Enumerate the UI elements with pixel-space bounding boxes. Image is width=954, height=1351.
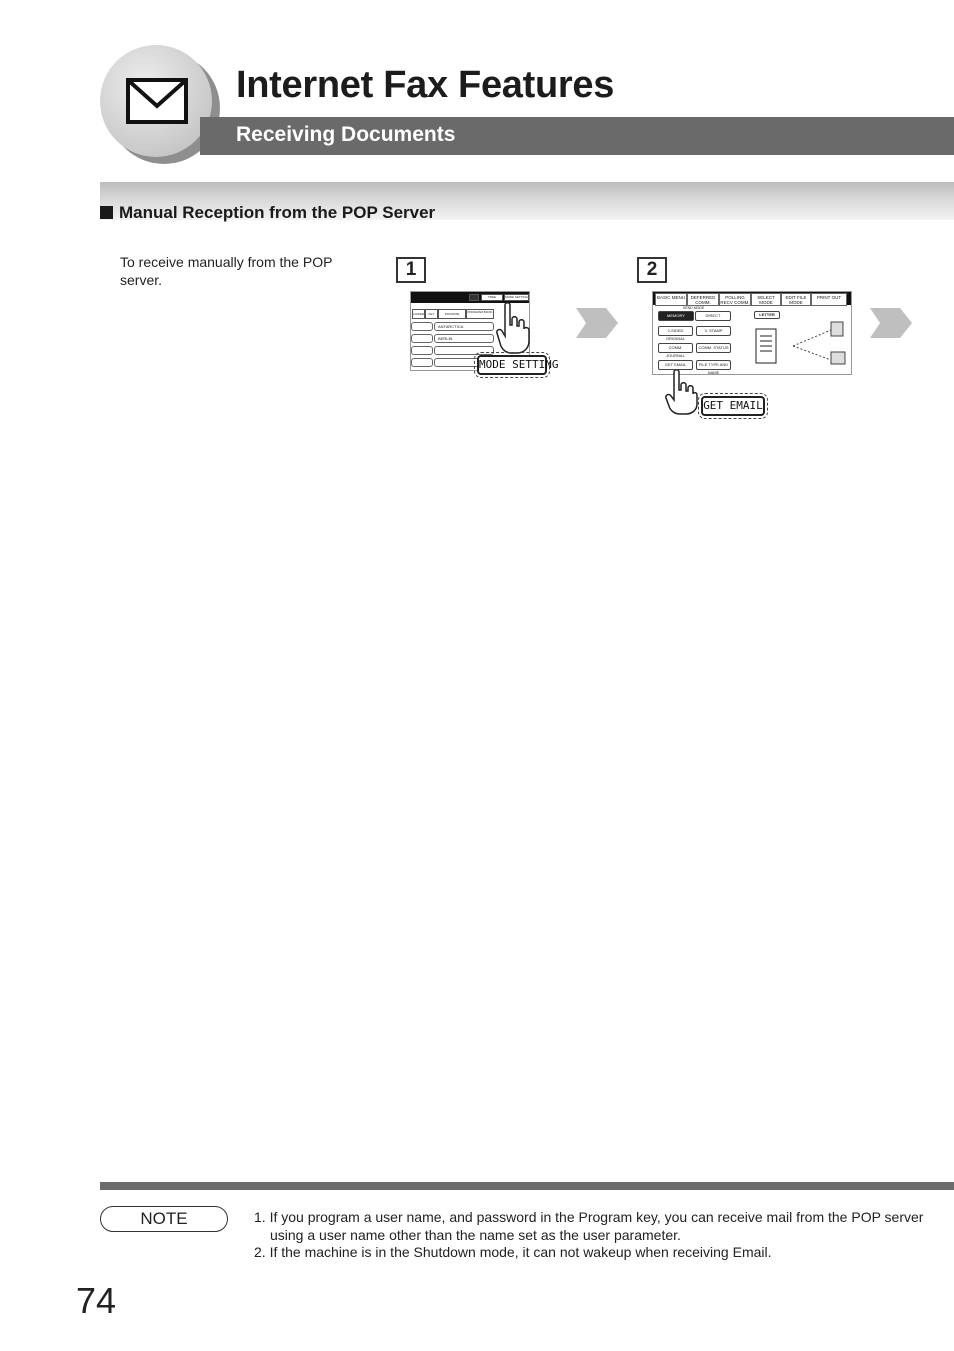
paper-size-label: LETTER bbox=[754, 311, 780, 319]
step-number-1: 1 bbox=[396, 257, 426, 283]
screen-tab: EDIT FILE MODE bbox=[781, 293, 811, 306]
screen-row-key bbox=[411, 346, 433, 355]
section-heading bbox=[100, 203, 435, 223]
screen-row-key bbox=[411, 334, 433, 343]
note-list bbox=[254, 1209, 924, 1262]
page-title: Internet Fax Features bbox=[236, 64, 615, 106]
network-devices-icon bbox=[791, 320, 849, 370]
screen-mode-button: MEMORY bbox=[658, 311, 694, 321]
screen-entry: ANTARCTICA bbox=[434, 322, 494, 331]
screen-top-button: MODE SETTING bbox=[505, 295, 528, 299]
screen-button: COMM. STATUS bbox=[696, 343, 731, 353]
step-number-2: 2 bbox=[637, 257, 667, 283]
pointing-hand-icon bbox=[495, 301, 531, 355]
screen-tab: LOWER bbox=[412, 309, 425, 319]
screen-tab: KEY bbox=[425, 309, 438, 319]
screen-mode-button: DIRECT bbox=[695, 311, 731, 321]
note-item: 2. If the machine is in the Shutdown mode, it can not wakeup when receiving Email. bbox=[254, 1244, 772, 1260]
screen-button: FILE TYPE AND NAME bbox=[696, 360, 731, 370]
screen-tab: DEFERRED COMM. bbox=[687, 293, 719, 306]
screen-entry-empty bbox=[434, 346, 494, 355]
footer-rule bbox=[100, 1182, 954, 1190]
note-label: NOTE bbox=[100, 1206, 228, 1232]
screen-top-button bbox=[469, 294, 479, 301]
next-step-arrow-icon bbox=[576, 308, 618, 338]
screen-button: GET EMAIL bbox=[658, 360, 693, 370]
screen-button: 2-SIDED ORIGINAL bbox=[658, 326, 693, 336]
screen-tab: POLLING RECV COMM. bbox=[720, 295, 750, 305]
page-subtitle: Receiving Documents bbox=[236, 123, 456, 146]
mode-setting-callout: MODE SETTING bbox=[477, 355, 547, 375]
screen-tab: SELECT MODE bbox=[751, 293, 781, 306]
envelope-icon bbox=[126, 78, 188, 124]
document-icon bbox=[755, 328, 777, 364]
screen-top-button: TREE bbox=[481, 294, 503, 301]
pointing-hand-icon bbox=[664, 370, 698, 416]
note-item: 1. If you program a user name, and password in the Program key, you can receive mail from the POP server using a user name other than the name set as the user parameter. bbox=[254, 1209, 924, 1243]
screen-button: COMM. JOURNAL bbox=[658, 343, 693, 353]
screen-tab: BASIC MENU bbox=[655, 293, 687, 306]
step2-screen-illustration bbox=[652, 291, 852, 375]
screen-tab: PROGRAM BOOK bbox=[466, 309, 494, 319]
bullet-square-icon bbox=[100, 206, 113, 219]
screen-row-key bbox=[411, 322, 433, 331]
send-mode-label: SEND MODE bbox=[683, 306, 705, 310]
next-step-arrow-icon bbox=[870, 308, 912, 338]
screen-button: V. STAMP bbox=[696, 326, 731, 336]
screen-entry: BERLIN bbox=[434, 334, 494, 343]
section-heading-text: Manual Reception from the POP Server bbox=[119, 203, 436, 222]
screen-row-key bbox=[411, 358, 433, 367]
intro-text: To receive manually from the POP server. bbox=[120, 254, 333, 288]
screen-tab: FAVORITE bbox=[438, 309, 466, 319]
page-number: 74 bbox=[76, 1280, 117, 1321]
get-email-callout: GET EMAIL bbox=[701, 396, 765, 416]
screen-tab: PRINT OUT bbox=[811, 293, 847, 306]
